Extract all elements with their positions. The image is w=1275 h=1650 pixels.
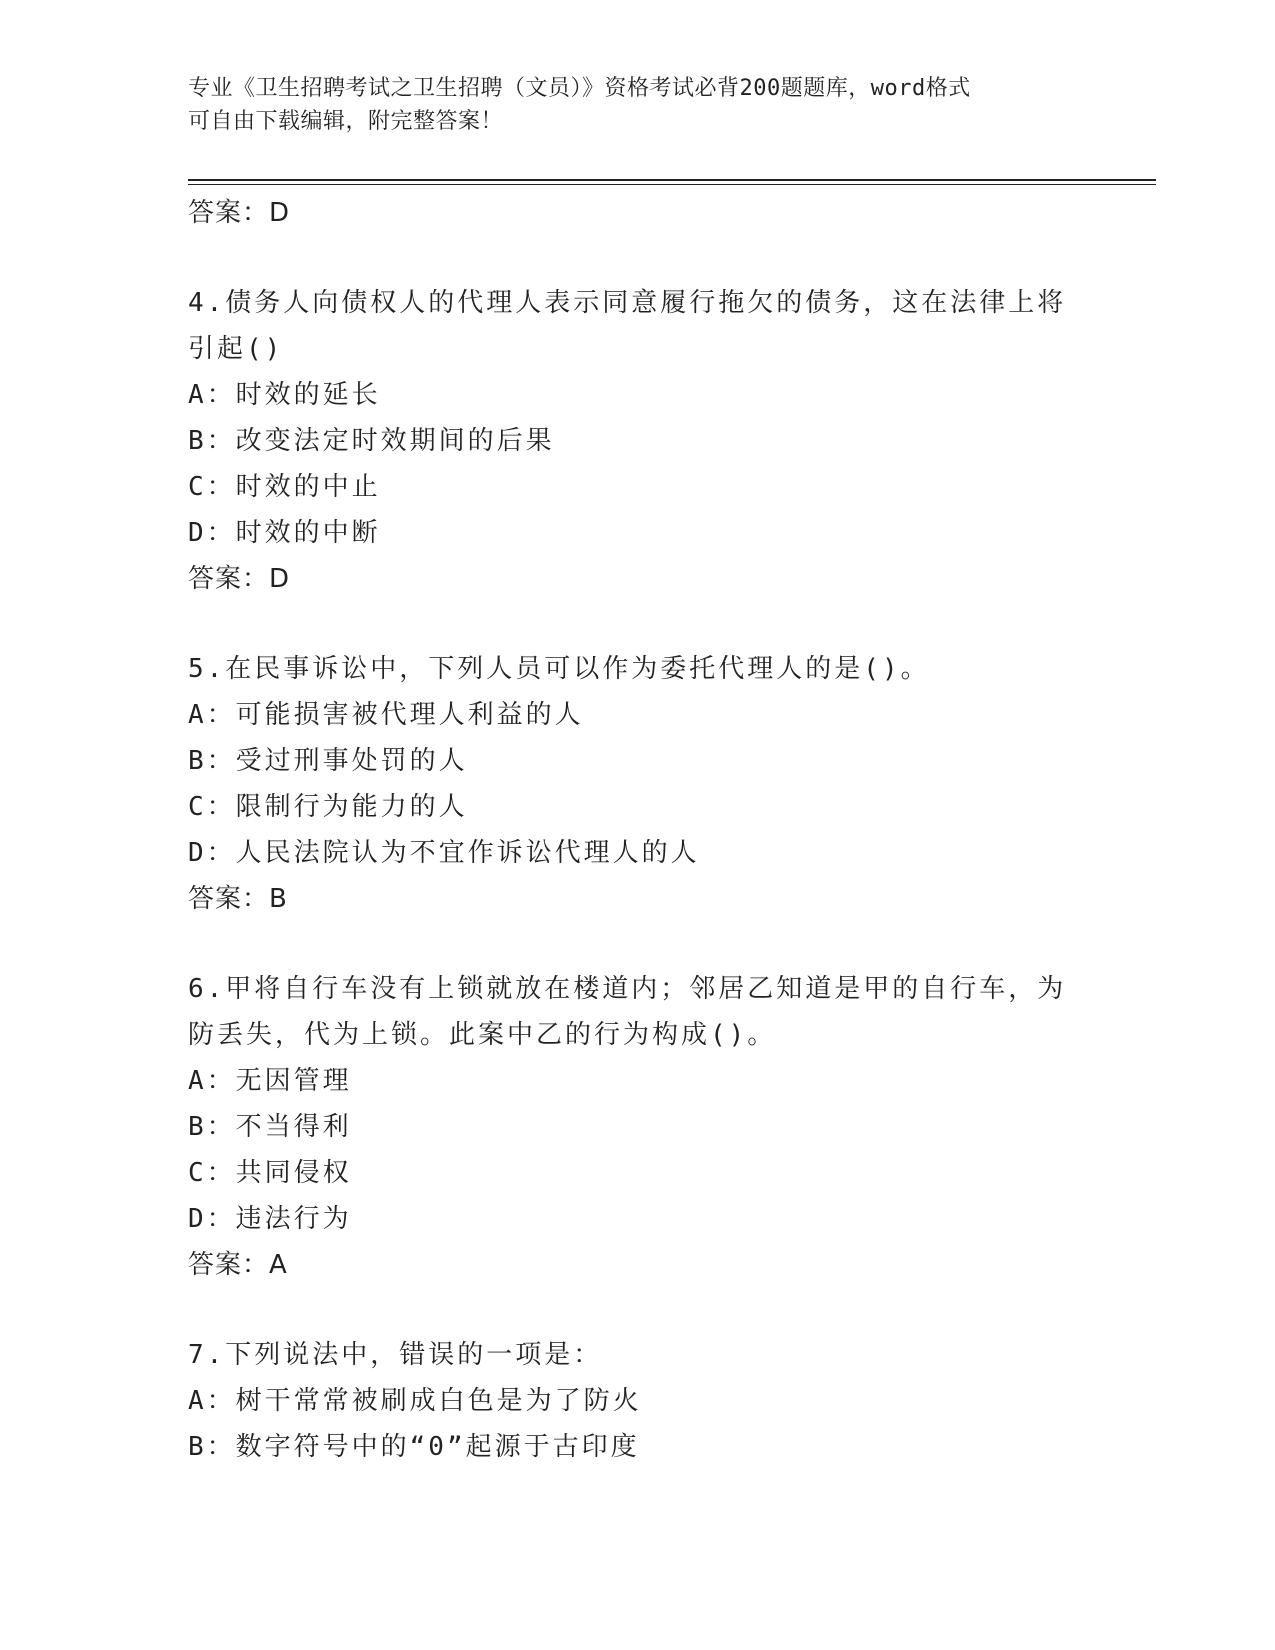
answer-value: D bbox=[269, 564, 291, 594]
option-b: B：数字符号中的“0”起源于古印度 bbox=[188, 1432, 640, 1462]
question-stem: 防丢失，代为上锁。此案中乙的行为构成()。 bbox=[188, 1020, 777, 1050]
header-line-2: 可自由下载编辑，附完整答案！ bbox=[188, 109, 504, 134]
question-stem: 4.债务人向债权人的代理人表示同意履行拖欠的债务，这在法律上将 bbox=[188, 288, 1067, 318]
option-c: C：限制行为能力的人 bbox=[188, 792, 468, 822]
header-divider bbox=[188, 179, 1156, 181]
option-c: C：时效的中止 bbox=[188, 472, 381, 502]
answer-line bbox=[188, 556, 1088, 602]
question-stem: 6.甲将自行车没有上锁就放在楼道内；邻居乙知道是甲的自行车，为 bbox=[188, 974, 1067, 1004]
question-block bbox=[188, 1332, 1088, 1470]
answer-value: B bbox=[269, 884, 288, 914]
document-header bbox=[188, 72, 1088, 138]
option-b: B：不当得利 bbox=[188, 1112, 352, 1142]
answer-label: 答案： bbox=[188, 198, 270, 228]
option-a: A：可能损害被代理人利益的人 bbox=[188, 700, 584, 730]
answer-label: 答案： bbox=[188, 884, 270, 914]
question-block bbox=[188, 280, 1088, 602]
answer-value: D bbox=[269, 198, 291, 228]
question-list bbox=[188, 190, 1088, 1470]
option-d: D：人民法院认为不宜作诉讼代理人的人 bbox=[188, 838, 700, 868]
option-a: A：无因管理 bbox=[188, 1066, 352, 1096]
answer-line bbox=[188, 190, 1088, 236]
option-d: D：违法行为 bbox=[188, 1204, 352, 1234]
question-block bbox=[188, 966, 1088, 1288]
answer-value: A bbox=[269, 1250, 288, 1280]
option-b: B：受过刑事处罚的人 bbox=[188, 746, 468, 776]
question-stem: 7.下列说法中，错误的一项是： bbox=[188, 1340, 603, 1370]
question-stem: 5.在民事诉讼中，下列人员可以作为委托代理人的是()。 bbox=[188, 654, 930, 684]
option-d: D：时效的中断 bbox=[188, 518, 381, 548]
answer-label: 答案： bbox=[188, 1250, 270, 1280]
option-b: B：改变法定时效期间的后果 bbox=[188, 426, 555, 456]
answer-line bbox=[188, 876, 1088, 922]
header-divider-thin bbox=[188, 184, 1156, 185]
question-stem: 引起() bbox=[188, 334, 284, 364]
answer-line bbox=[188, 1242, 1088, 1288]
answer-label: 答案： bbox=[188, 564, 270, 594]
option-a: A：时效的延长 bbox=[188, 380, 381, 410]
option-c: C：共同侵权 bbox=[188, 1158, 352, 1188]
header-line-1: 专业《卫生招聘考试之卫生招聘（文员）》资格考试必背200题题库，word格式 bbox=[188, 76, 971, 101]
option-a: A：树干常常被刷成白色是为了防火 bbox=[188, 1386, 642, 1416]
question-block bbox=[188, 646, 1088, 922]
